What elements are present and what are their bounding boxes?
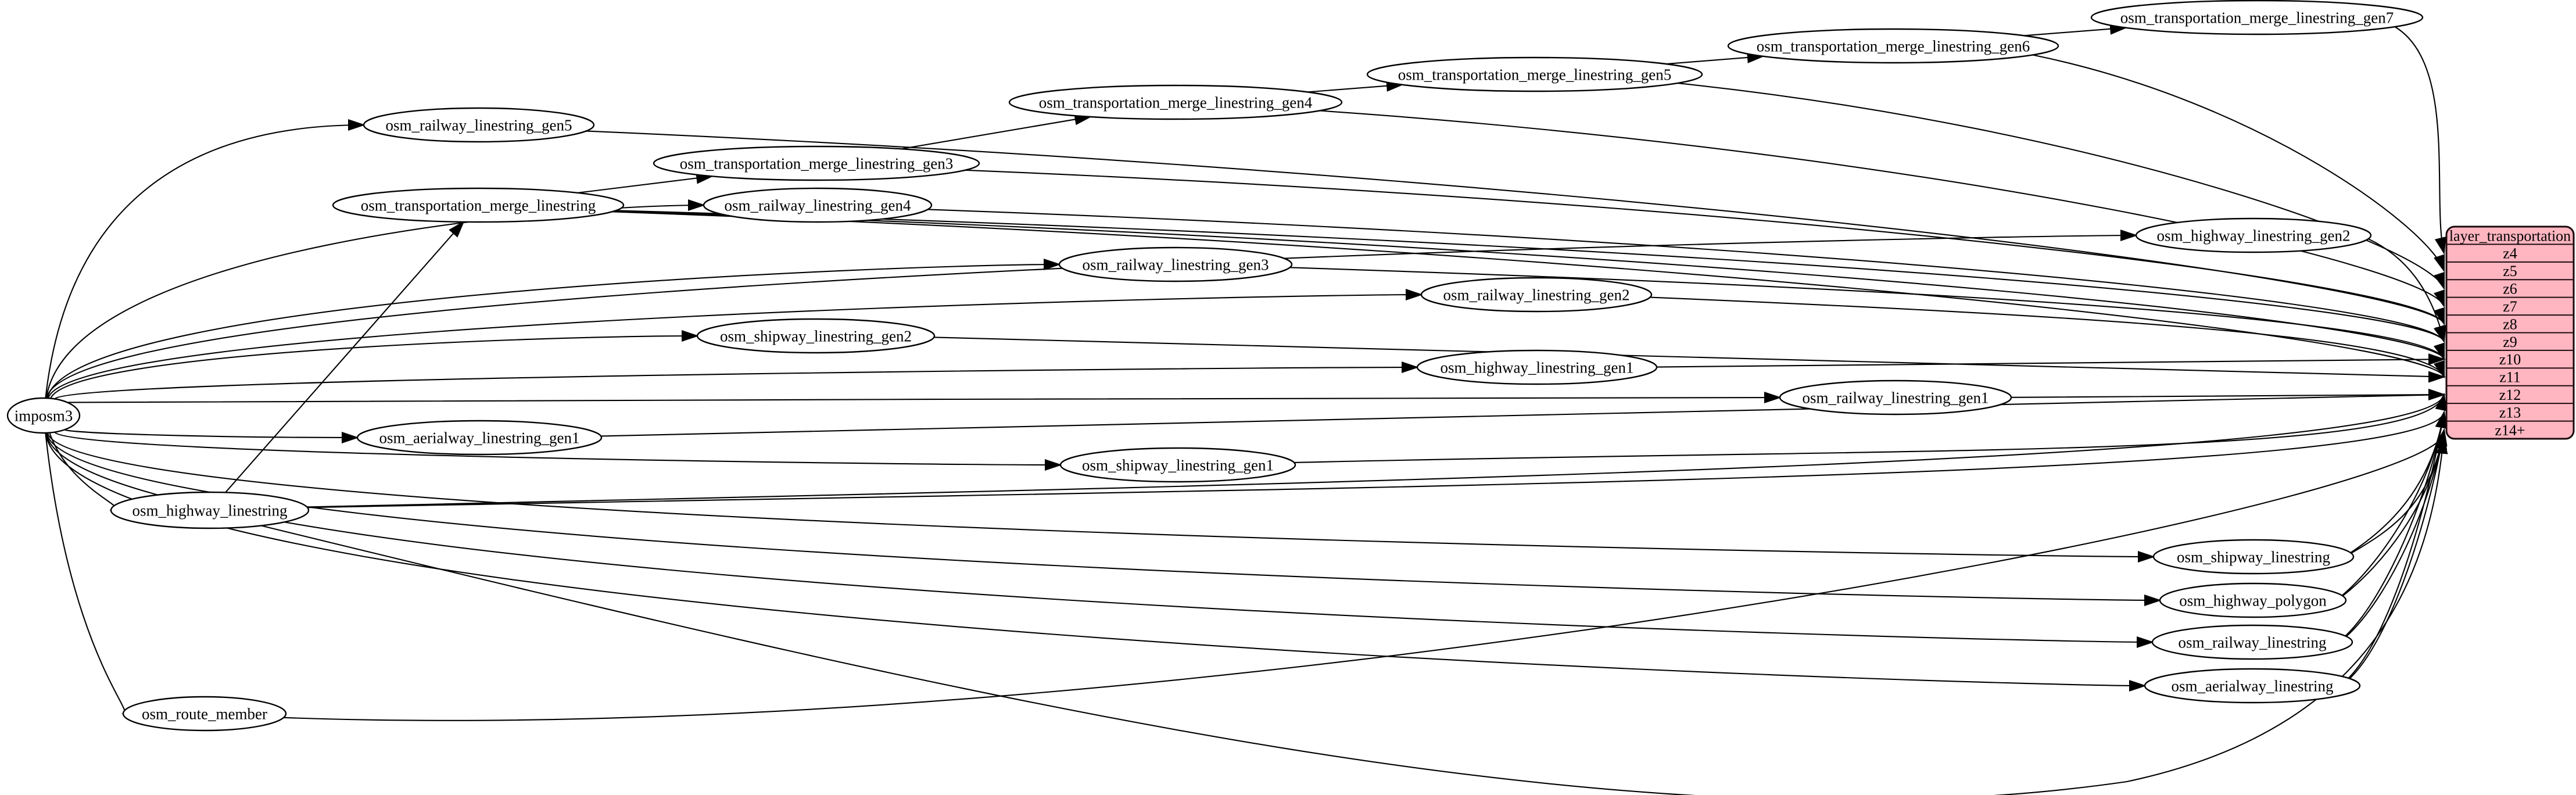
node-rlg5 (364, 108, 594, 142)
node-slg1-label: osm_shipway_linestring_gen1 (1082, 456, 1274, 474)
edge-tmlg4-z7 (1320, 110, 2444, 306)
node-rlg1-label: osm_railway_linestring_gen1 (1802, 389, 1989, 407)
node-tmlg6 (1728, 29, 2058, 63)
node-rl-label: osm_railway_linestring (2178, 633, 2327, 651)
edge-imposm3-rm (45, 433, 125, 714)
edge-imposm3-rlg5 (45, 125, 364, 398)
node-hlg1-label: osm_highway_linestring_gen1 (1440, 359, 1634, 377)
node-tmlg4-label: osm_transportation_merge_linestring_gen4 (1038, 94, 1313, 112)
edge-tml-tmlg3 (578, 176, 712, 193)
layer-table-title: layer_transportation (2449, 227, 2571, 245)
node-imposm3-label: imposm3 (14, 407, 73, 425)
node-hl (111, 492, 309, 528)
node-rl (2152, 625, 2352, 659)
node-tmlg5-label: osm_transportation_merge_linestring_gen5 (1398, 66, 1672, 84)
node-slg1 (1061, 448, 1295, 482)
layer-table-row-z13: z13 (2499, 404, 2521, 421)
edge-hl-z14+ (261, 438, 2444, 795)
layer-table-row-z12: z12 (2499, 386, 2521, 404)
edge-al-z14+ (2350, 430, 2444, 679)
edges-layer (45, 27, 2444, 795)
layer-table-row-z9: z9 (2503, 333, 2517, 350)
edge-al-z13 (2348, 412, 2444, 678)
edge-slg2-z11 (934, 337, 2444, 377)
edge-sl-z14+ (2351, 430, 2444, 553)
node-sl (2154, 540, 2353, 574)
layer-table (2446, 227, 2574, 439)
node-tmlg7 (2091, 1, 2423, 34)
edge-imposm3-hlg1 (55, 367, 1417, 399)
node-rlg3-label: osm_railway_linestring_gen3 (1082, 256, 1269, 274)
edge-tmlg3-tmlg4 (901, 117, 1091, 149)
node-hl-label: osm_highway_linestring (132, 502, 288, 520)
edge-hlg1-z10 (1657, 359, 2444, 367)
edge-hp-z13 (2342, 412, 2444, 595)
node-rlg1 (1780, 381, 2011, 414)
node-alg1-label: osm_aerialway_linestring_gen1 (379, 429, 580, 447)
edge-imposm3-rlg1 (67, 398, 1780, 402)
edge-tmlg4-tmlg5 (1307, 85, 1402, 92)
edge-rm-z14+ (284, 434, 2444, 721)
layer-table-row-z10: z10 (2499, 351, 2521, 368)
layer-table-row-z4: z4 (2503, 245, 2517, 262)
node-hlg2 (2136, 219, 2371, 252)
node-tml (333, 188, 624, 222)
node-tmlg5 (1367, 58, 1702, 91)
edge-tmlg5-tmlg6 (1666, 56, 1763, 64)
node-rlg2-label: osm_railway_linestring_gen2 (1443, 286, 1630, 304)
node-hp-label: osm_highway_polygon (2179, 592, 2327, 610)
node-tmlg6-label: osm_transportation_merge_linestring_gen6 (1756, 37, 2030, 55)
edge-imposm3-rlg4 (46, 205, 704, 398)
edge-alg1-z12 (601, 395, 2444, 436)
edge-imposm3-sl (48, 433, 2154, 557)
node-imposm3 (8, 398, 80, 433)
node-rlg4 (704, 188, 931, 222)
node-hlg1 (1417, 350, 1657, 384)
node-rlg3 (1059, 248, 1292, 281)
edge-tmlg5-z6 (1678, 83, 2444, 288)
edge-tmlg7-z4 (2395, 27, 2444, 253)
layer-table-row-z5: z5 (2503, 263, 2517, 280)
edge-tmlg6-tmlg7 (2024, 28, 2126, 36)
node-tmlg3 (654, 146, 979, 180)
node-rm-label: osm_route_member (142, 705, 267, 723)
layer-table-row-z14+: z14+ (2495, 421, 2525, 439)
node-slg2 (697, 319, 934, 353)
node-rlg4-label: osm_railway_linestring_gen4 (724, 196, 911, 214)
layer-table-row-z11: z11 (2499, 368, 2521, 386)
node-tmlg7-label: osm_transportation_merge_linestring_gen7 (2120, 9, 2394, 27)
node-tmlg3-label: osm_transportation_merge_linestring_gen3 (679, 155, 954, 173)
node-rm (123, 697, 286, 730)
edge-hl-z12 (307, 395, 2444, 507)
node-tmlg4 (1009, 85, 1342, 119)
node-sl-label: osm_shipway_linestring (2177, 548, 2330, 566)
layer-table-row-z8: z8 (2503, 316, 2517, 333)
node-tml-label: osm_transportation_merge_linestring (360, 196, 596, 214)
node-rlg5-label: osm_railway_linestring_gen5 (385, 116, 572, 134)
node-hlg2-label: osm_highway_linestring_gen2 (2156, 227, 2351, 245)
node-rlg2 (1421, 278, 1651, 311)
node-hp (2160, 583, 2346, 617)
nodes-layer (8, 1, 2423, 730)
layer-table-row-z7: z7 (2503, 298, 2517, 315)
node-al-label: osm_aerialway_linestring (2171, 677, 2334, 695)
node-alg1 (357, 421, 601, 454)
node-al (2145, 669, 2360, 703)
layer-table-row-z6: z6 (2503, 280, 2517, 298)
node-slg2-label: osm_shipway_linestring_gen2 (720, 327, 912, 345)
edge-imposm3-alg1 (65, 429, 357, 438)
